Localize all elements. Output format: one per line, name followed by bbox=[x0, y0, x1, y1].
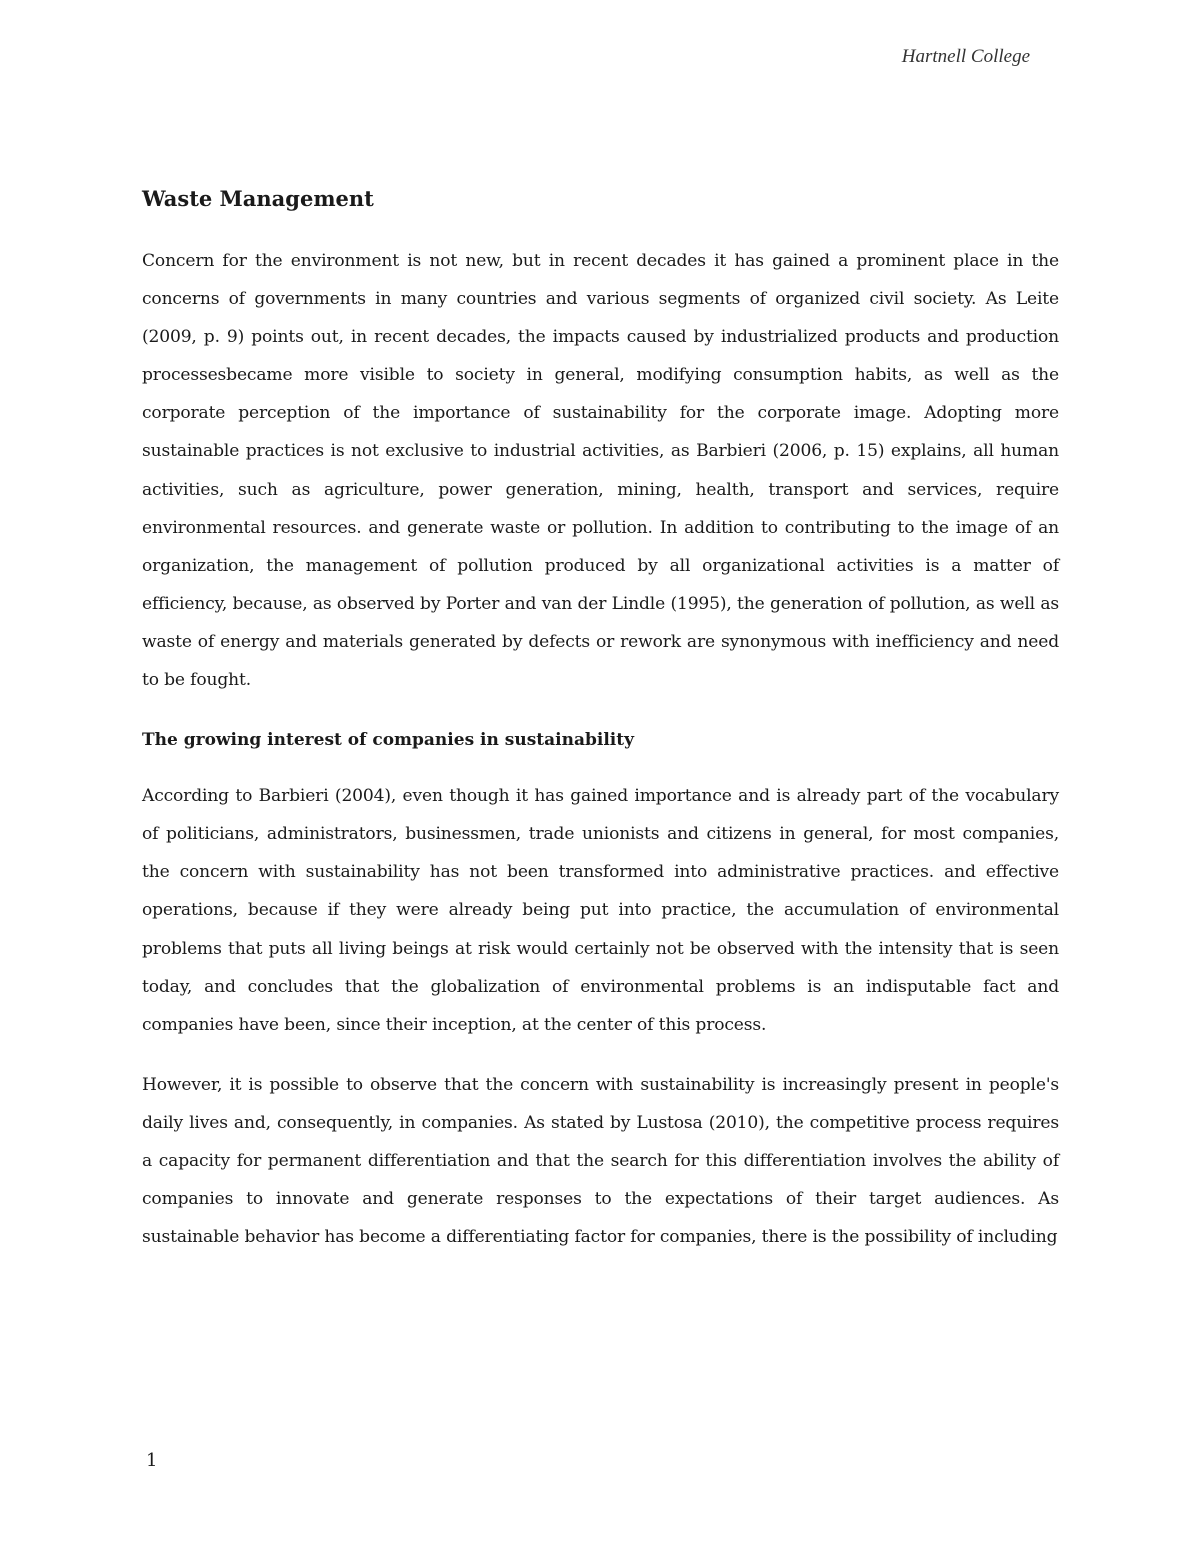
page-number: 1 bbox=[146, 1450, 158, 1471]
document-body bbox=[142, 180, 1059, 1256]
paragraph-barbieri: According to Barbieri (2004), even though it has gained importance and is already part of the vocabulary of politicians, administrators, businessmen, trade unionists and citizens in general, for most companies, the concern with sustainability has not been transformed into administrative practices. and effective operations, because if they were already being put into practice, the accumulation of environmental problems that puts all living beings at risk would certainly not be observed with the intensity that is seen today, and concludes that the globalization of environmental problems is an indisputable fact and companies have been, since their inception, at the center of this process. bbox=[142, 786, 1059, 1035]
paragraph-lustosa: However, it is possible to observe that the concern with sustainability is increasingly present in people's daily lives and, consequently, in companies. As stated by Lustosa (2010), the competitive process requires a capacity for permanent differentiation and that the search for this differentiation involves the ability of companies to innovate and generate responses to the expectations of their target audiences. As sustainable behavior has become a differentiating factor for companies, there is the possibility of including bbox=[142, 1074, 1059, 1248]
section-heading: The growing interest of companies in sustainability bbox=[142, 730, 634, 751]
page-title: Waste Management bbox=[142, 186, 374, 211]
header-institution: Hartnell College bbox=[901, 46, 1030, 67]
paragraph-intro: Concern for the environment is not new, but in recent decades it has gained a prominent place in the concerns of governments in many countries and various segments of organized civil society. As Leite (2009, p. 9) points out, in recent decades, the impacts caused by industrialized products and production processesbecame more visible to society in general, modifying consumption habits, as well as the corporate perception of the importance of sustainability for the corporate image. Adopting more sustainable practices is not exclusive to industrial activities, as Barbieri (2006, p. 15) explains, all human activities, such as agriculture, power generation, mining, health, transport and services, require environmental resources. and generate waste or pollution. In addition to contributing to the image of an organization, the management of pollution produced by all organizational activities is a matter of efficiency, because, as observed by Porter and van der Lindle (1995), the generation of pollution, as well as waste of energy and materials generated by defects or rework are synonymous with inefficiency and need to be fought. bbox=[142, 251, 1059, 691]
